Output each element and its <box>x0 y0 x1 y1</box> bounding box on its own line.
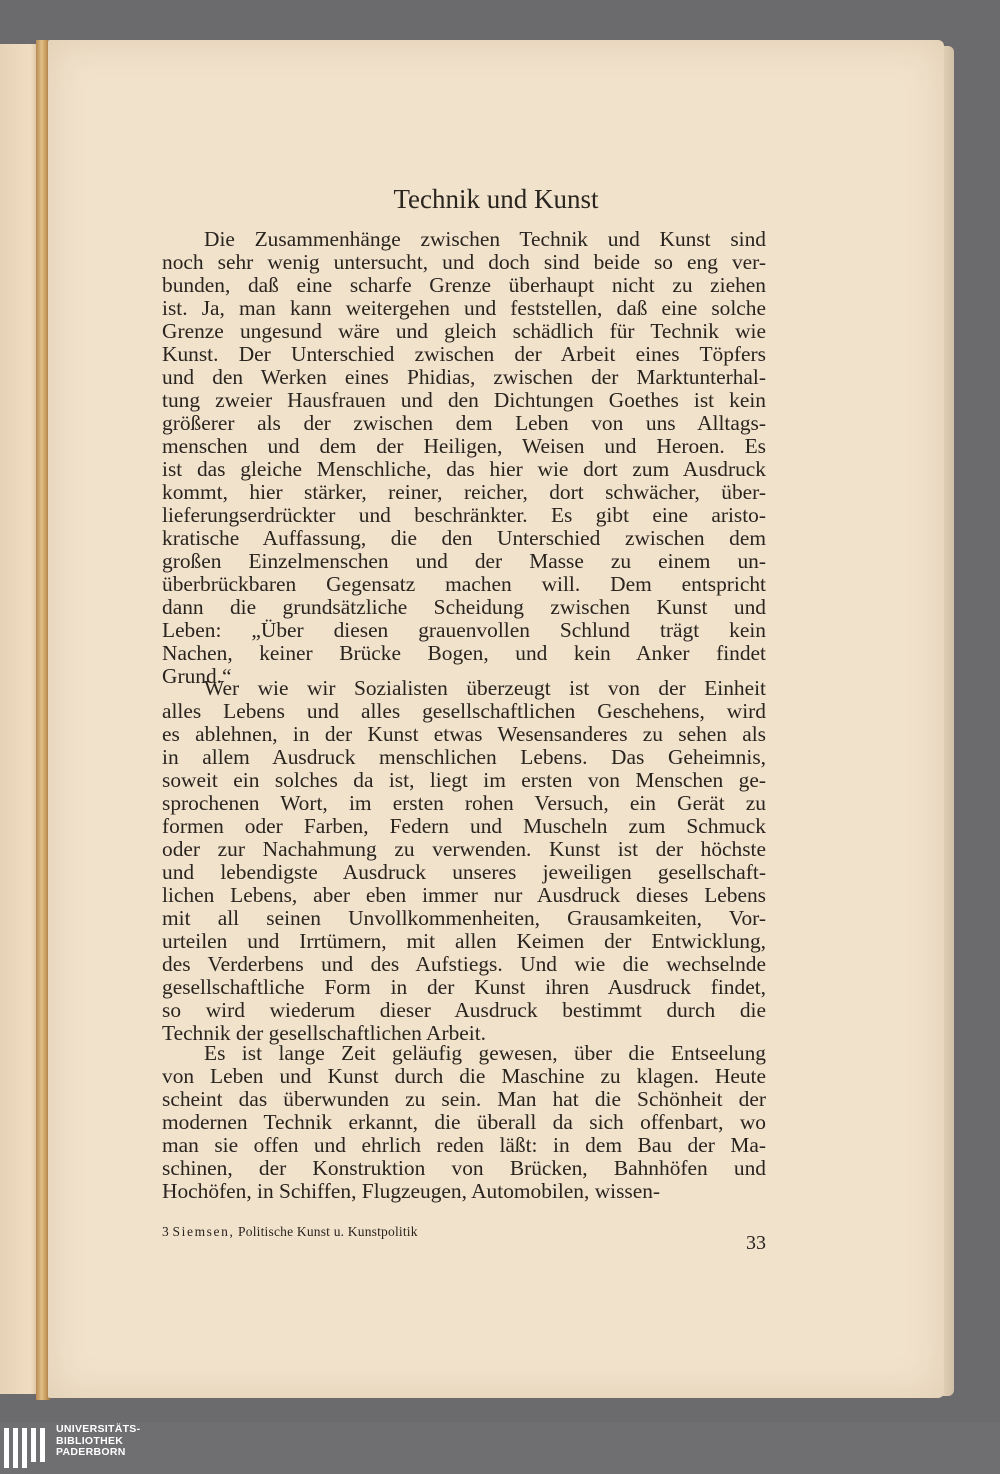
text-line: und den Werken eines Phidias, zwischen der Marktunterhal- <box>162 366 766 390</box>
text-line: mit all seinen Unvollkommenheiten, Grausamkeiten, Vor- <box>162 907 766 931</box>
text-line: lichen Lebens, aber eben immer nur Ausdruck dieses Lebens <box>162 884 766 908</box>
text-line: noch sehr wenig untersucht, und doch sind beide so eng ver- <box>162 251 766 275</box>
page-title: Technik und Kunst <box>393 184 599 214</box>
paragraph-3 <box>162 1042 766 1203</box>
text-line: es ablehnen, in der Kunst etwas Wesensanderes zu sehen als <box>162 723 766 747</box>
text-line: gesellschaftliche Form in der Kunst ihren Ausdruck findet, <box>162 976 766 1000</box>
library-name-line: UNIVERSITÄTS- <box>56 1423 141 1435</box>
text-line: soweit ein solches da ist, liegt im ersten von Menschen ge- <box>162 769 766 793</box>
text-line: alles Lebens und alles gesellschaftlichen Geschehens, wird <box>162 700 766 724</box>
text-line: Technik der gesellschaftlichen Arbeit. <box>162 1021 486 1046</box>
footnote <box>162 1224 418 1240</box>
text-line: menschen und dem der Heiligen, Weisen und Heroen. Es <box>162 435 766 459</box>
text-line: Die Zusammenhänge zwischen Technik und Kunst sind <box>204 228 766 251</box>
footnote-work: Politische Kunst u. Kunstpolitik <box>238 1224 418 1239</box>
paragraph-2 <box>162 677 766 1045</box>
text-line: ist das gleiche Menschliche, das hier wie dort zum Ausdruck <box>162 458 766 482</box>
text-line: Es ist lange Zeit geläufig gewesen, über die Entseelung <box>204 1042 766 1065</box>
library-name-line: BIBLIOTHEK <box>56 1434 124 1447</box>
library-logo-icon <box>4 1428 50 1468</box>
text-line: großen Einzelmenschen und der Masse zu einem un- <box>162 550 766 574</box>
text-line: und lebendigste Ausdruck unseres jeweiligen gesellschaft- <box>162 861 766 885</box>
text-line: tung zweier Hausfrauen und den Dichtungen Goethes ist kein <box>162 389 766 413</box>
text-line: man sie offen und ehrlich reden läßt: in dem Bau der Ma- <box>162 1134 766 1158</box>
text-line: sprochenen Wort, im ersten rohen Versuch, ein Gerät zu <box>162 792 766 816</box>
text-line: Nachen, keiner Brücke Bogen, und kein Anker findet <box>162 642 766 666</box>
text-line: Grenze ungesund wäre und gleich schädlich für Technik wie <box>162 320 766 344</box>
text-line: bunden, daß eine scharfe Grenze überhaupt nicht zu ziehen <box>162 274 766 298</box>
footnote-signature: 3 <box>162 1224 169 1239</box>
paragraph-1 <box>162 228 766 688</box>
text-line: formen oder Farben, Federn und Muscheln zum Schmuck <box>162 815 766 839</box>
text-line: oder zur Nachahmung zu verwenden. Kunst ist der höchste <box>162 838 766 862</box>
text-line: so wird wiederum dieser Ausdruck bestimmt durch die <box>162 999 766 1023</box>
text-line: des Verderbens und des Aufstiegs. Und wie die wechselnde <box>162 953 766 977</box>
text-line: größerer als der zwischen dem Leben von uns Alltags- <box>162 412 766 436</box>
text-line: Leben: „Über diesen grauenvollen Schlund trägt kein <box>162 619 766 643</box>
text-line: Wer wie wir Sozialisten überzeugt ist von der Einheit <box>204 677 766 700</box>
text-line: von Leben und Kunst durch die Maschine zu klagen. Heute <box>162 1065 766 1089</box>
library-name <box>56 1424 140 1459</box>
text-line: Hochöfen, in Schiffen, Flugzeugen, Automobilen, wissen- <box>162 1179 661 1204</box>
text-line: urteilen und Irrtümern, mit allen Keimen der Entwicklung, <box>162 930 766 954</box>
text-line: dann die grundsätzliche Scheidung zwischen Kunst und <box>162 596 766 620</box>
text-line: lieferungserdrückter und beschränkter. Es gibt eine aristo- <box>162 504 766 528</box>
page-number: 33 <box>746 1232 766 1254</box>
text-line: modernen Technik erkannt, die überall da sich offenbart, wo <box>162 1111 766 1135</box>
text-line: kratische Auffassung, die den Unterschied zwischen dem <box>162 527 766 551</box>
text-line: Grund.“ <box>162 664 232 689</box>
text-line: überbrückbaren Gegensatz machen will. Dem entspricht <box>162 573 766 597</box>
text-line: Kunst. Der Unterschied zwischen der Arbeit eines Töpfers <box>162 343 766 367</box>
footnote-author: Siemsen, <box>172 1224 235 1239</box>
footer-bar <box>0 1422 1000 1474</box>
text-line: schinen, der Konstruktion von Brücken, Bahnhöfen und <box>162 1157 766 1181</box>
text-line: in allem Ausdruck menschlichen Lebens. Das Geheimnis, <box>162 746 766 770</box>
text-line: scheint das überwunden zu sein. Man hat die Schönheit der <box>162 1088 766 1112</box>
text-line: ist. Ja, man kann weitergehen und feststellen, daß eine solche <box>162 297 766 321</box>
library-name-line: PADERBORN <box>56 1446 126 1458</box>
text-line: kommt, hier stärker, reiner, reicher, dort schwächer, über- <box>162 481 766 505</box>
